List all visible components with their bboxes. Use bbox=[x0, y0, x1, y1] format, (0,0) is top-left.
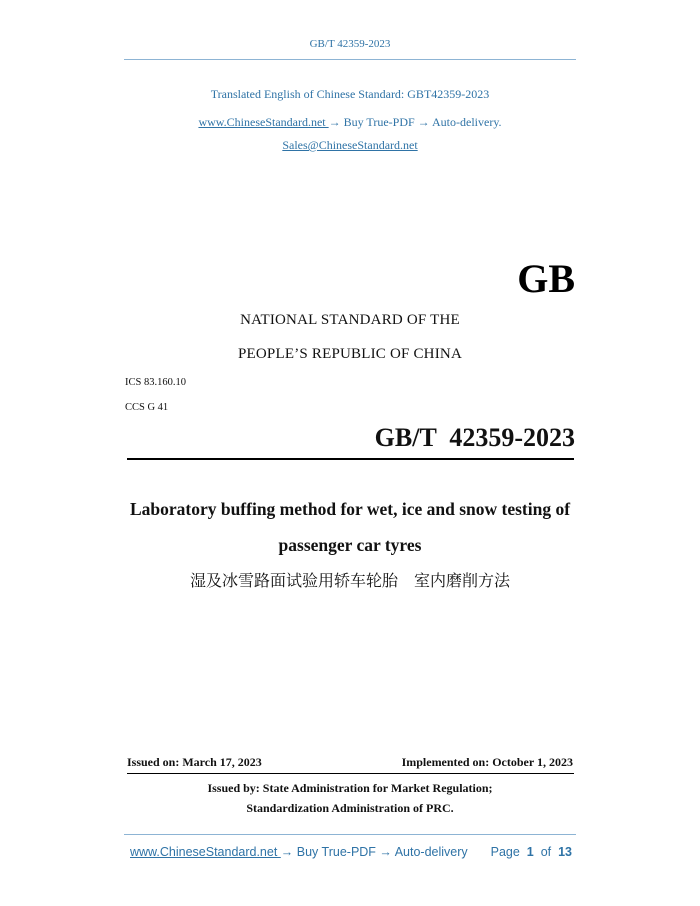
translation-notice: Translated English of Chinese Standard: GBT42359-2023 bbox=[210, 87, 490, 101]
issued-by-line1: Issued by: State Administration for Market Regulation; bbox=[207, 781, 493, 795]
purchase-line bbox=[0, 115, 700, 130]
footer-divider bbox=[124, 834, 576, 835]
email-line bbox=[0, 138, 700, 153]
issued-on-date: Issued on: March 17, 2023 bbox=[127, 755, 262, 769]
page-current: 1 bbox=[526, 845, 534, 859]
title-en-line2: passenger car tyres bbox=[278, 535, 422, 555]
title-en-line1: Laboratory buffing method for wet, ice and snow testing of bbox=[129, 499, 571, 519]
page-total: 13 bbox=[558, 845, 572, 859]
title-cn: 湿及冰雪路面试验用轿车轮胎 室内磨削方法 bbox=[189, 571, 510, 590]
gb-logo: GB bbox=[517, 256, 575, 301]
title-divider bbox=[127, 458, 574, 460]
standard-number: GB/T 42359-2023 bbox=[374, 423, 575, 452]
site-link[interactable]: www.ChineseStandard.net bbox=[198, 115, 329, 129]
ics-code: ICS 83.160.10 bbox=[125, 377, 186, 388]
header-divider bbox=[124, 59, 576, 60]
page-label: Page bbox=[490, 845, 520, 859]
page-header: GB/T 42359-2023 bbox=[309, 38, 391, 50]
issued-by-line2: Standardization Administration of PRC. bbox=[246, 801, 454, 815]
ccs-code: CCS G 41 bbox=[125, 402, 169, 413]
footer-buy-text: → Buy True-PDF → Auto-delivery bbox=[280, 845, 468, 859]
page-of: of bbox=[540, 845, 552, 859]
email-link[interactable]: Sales@ChineseStandard.net bbox=[282, 138, 418, 152]
footer-purchase-line bbox=[130, 845, 468, 859]
footer-site-link[interactable]: www.ChineseStandard.net bbox=[130, 845, 281, 859]
national-standard-line2: PEOPLE’S REPUBLIC OF CHINA bbox=[238, 346, 462, 362]
implemented-on-date: Implemented on: October 1, 2023 bbox=[401, 755, 573, 769]
page-indicator bbox=[491, 845, 572, 859]
national-standard-line1: NATIONAL STANDARD OF THE bbox=[240, 312, 460, 328]
issue-divider bbox=[127, 773, 574, 774]
buy-text: → Buy True-PDF → Auto-delivery. bbox=[328, 115, 502, 129]
